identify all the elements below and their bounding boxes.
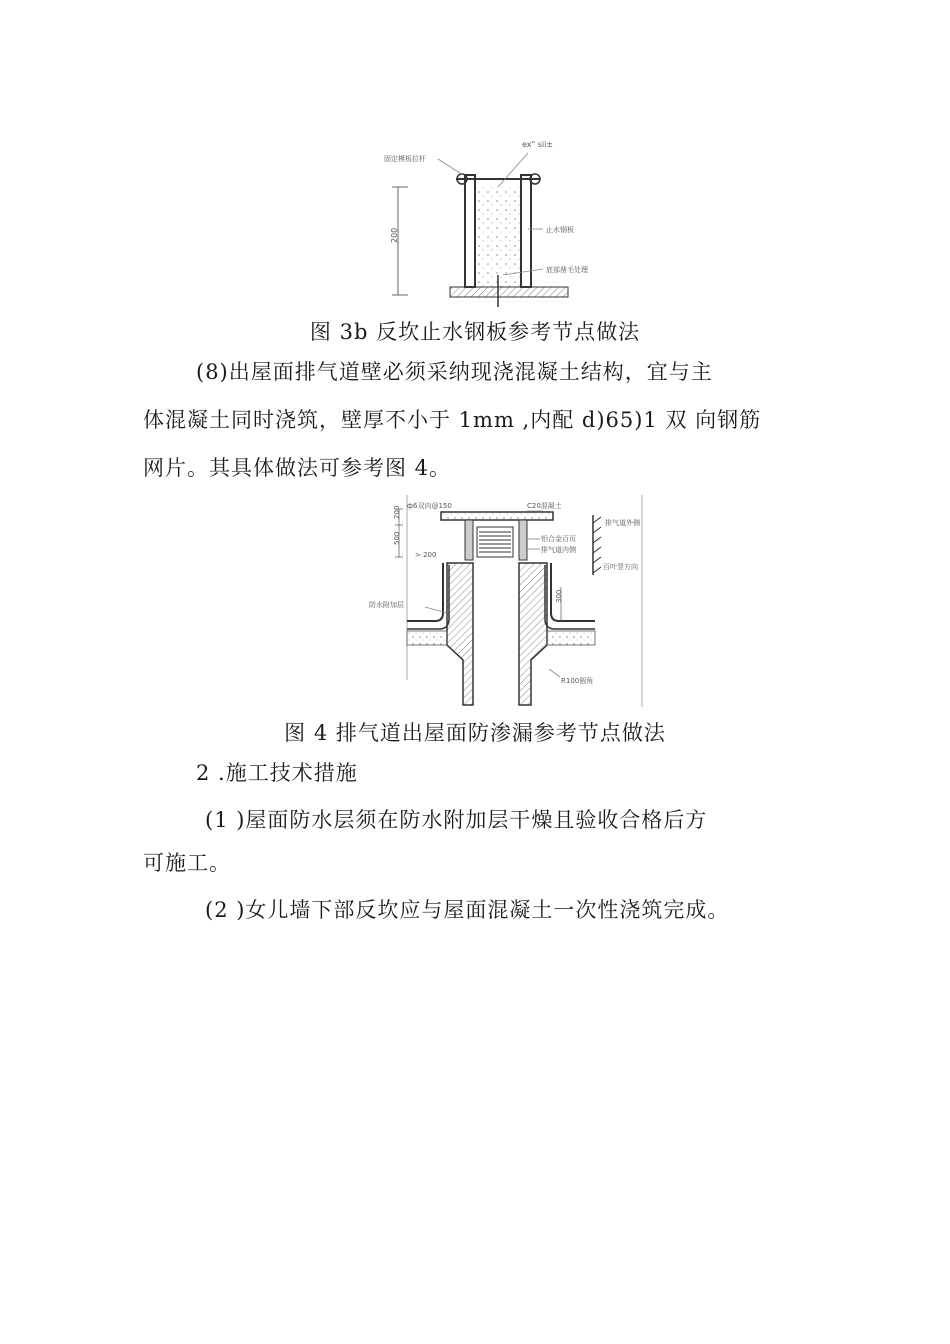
section-2-heading: 2 .施工技术措施 — [196, 761, 358, 785]
item-1-line-1: (1 )屋面防水层须在防水附加层干燥且验收合格后方 — [205, 808, 708, 832]
paragraph-8-line-1: (8)出屋面排气道壁必须采纳现浇混凝土结构，宜与主 — [196, 360, 713, 384]
paragraph-8-line-2: 体混凝土同时浇筑，壁厚不小于 1mm ,内配 d)65)1 双 向钢筋 — [143, 408, 762, 432]
fig4-rebar-label: ф6双向@150 — [407, 502, 452, 510]
fig3b-plate-label: 止水钢板 — [546, 226, 574, 234]
fig4-dim-300-label: 300 — [555, 589, 563, 603]
fig4-louver-label: 铝合金百页 — [541, 535, 576, 543]
fig3b-dim-label: 200 — [390, 227, 399, 243]
fig4-dim-200-label: > 200 — [415, 551, 437, 559]
figure-3b-drawing — [378, 135, 588, 310]
fig3b-bottom-label: 底部凿毛处理 — [546, 266, 588, 274]
fig3b-top-label: ex" sii± — [522, 140, 554, 149]
fig4-corner-label: R100圆角 — [561, 677, 594, 685]
fig4-outer-label: 排气道外侧 — [605, 519, 640, 527]
fig4-dim-top-label: 200 — [393, 505, 401, 519]
figure-4-caption: 图 4 排气道出屋面防渗漏参考节点做法 — [284, 721, 666, 745]
figure-3b-caption: 图 3b 反坎止水钢板参考节点做法 — [309, 320, 641, 344]
fig4-dim-500-label: 500 — [393, 531, 401, 545]
fig4-direction-label: 百叶竖方向 — [603, 563, 638, 571]
item-1-line-2: 可施工。 — [143, 851, 231, 875]
item-2-line-1: (2 )女儿墙下部反坎应与屋面混凝土一次性浇筑完成。 — [205, 898, 730, 922]
paragraph-8-line-3: 网片。其具体做法可参考图 4。 — [143, 456, 452, 480]
fig4-duct-label: 排气道内侧 — [541, 546, 576, 554]
fig3b-rod-label: 固定模板拉杆 — [384, 155, 426, 163]
fig4-concrete-label: C20混凝土 — [527, 502, 562, 510]
figure-4-drawing — [355, 495, 645, 710]
fig4-waterproof-label: 防水附加层 — [369, 601, 404, 609]
